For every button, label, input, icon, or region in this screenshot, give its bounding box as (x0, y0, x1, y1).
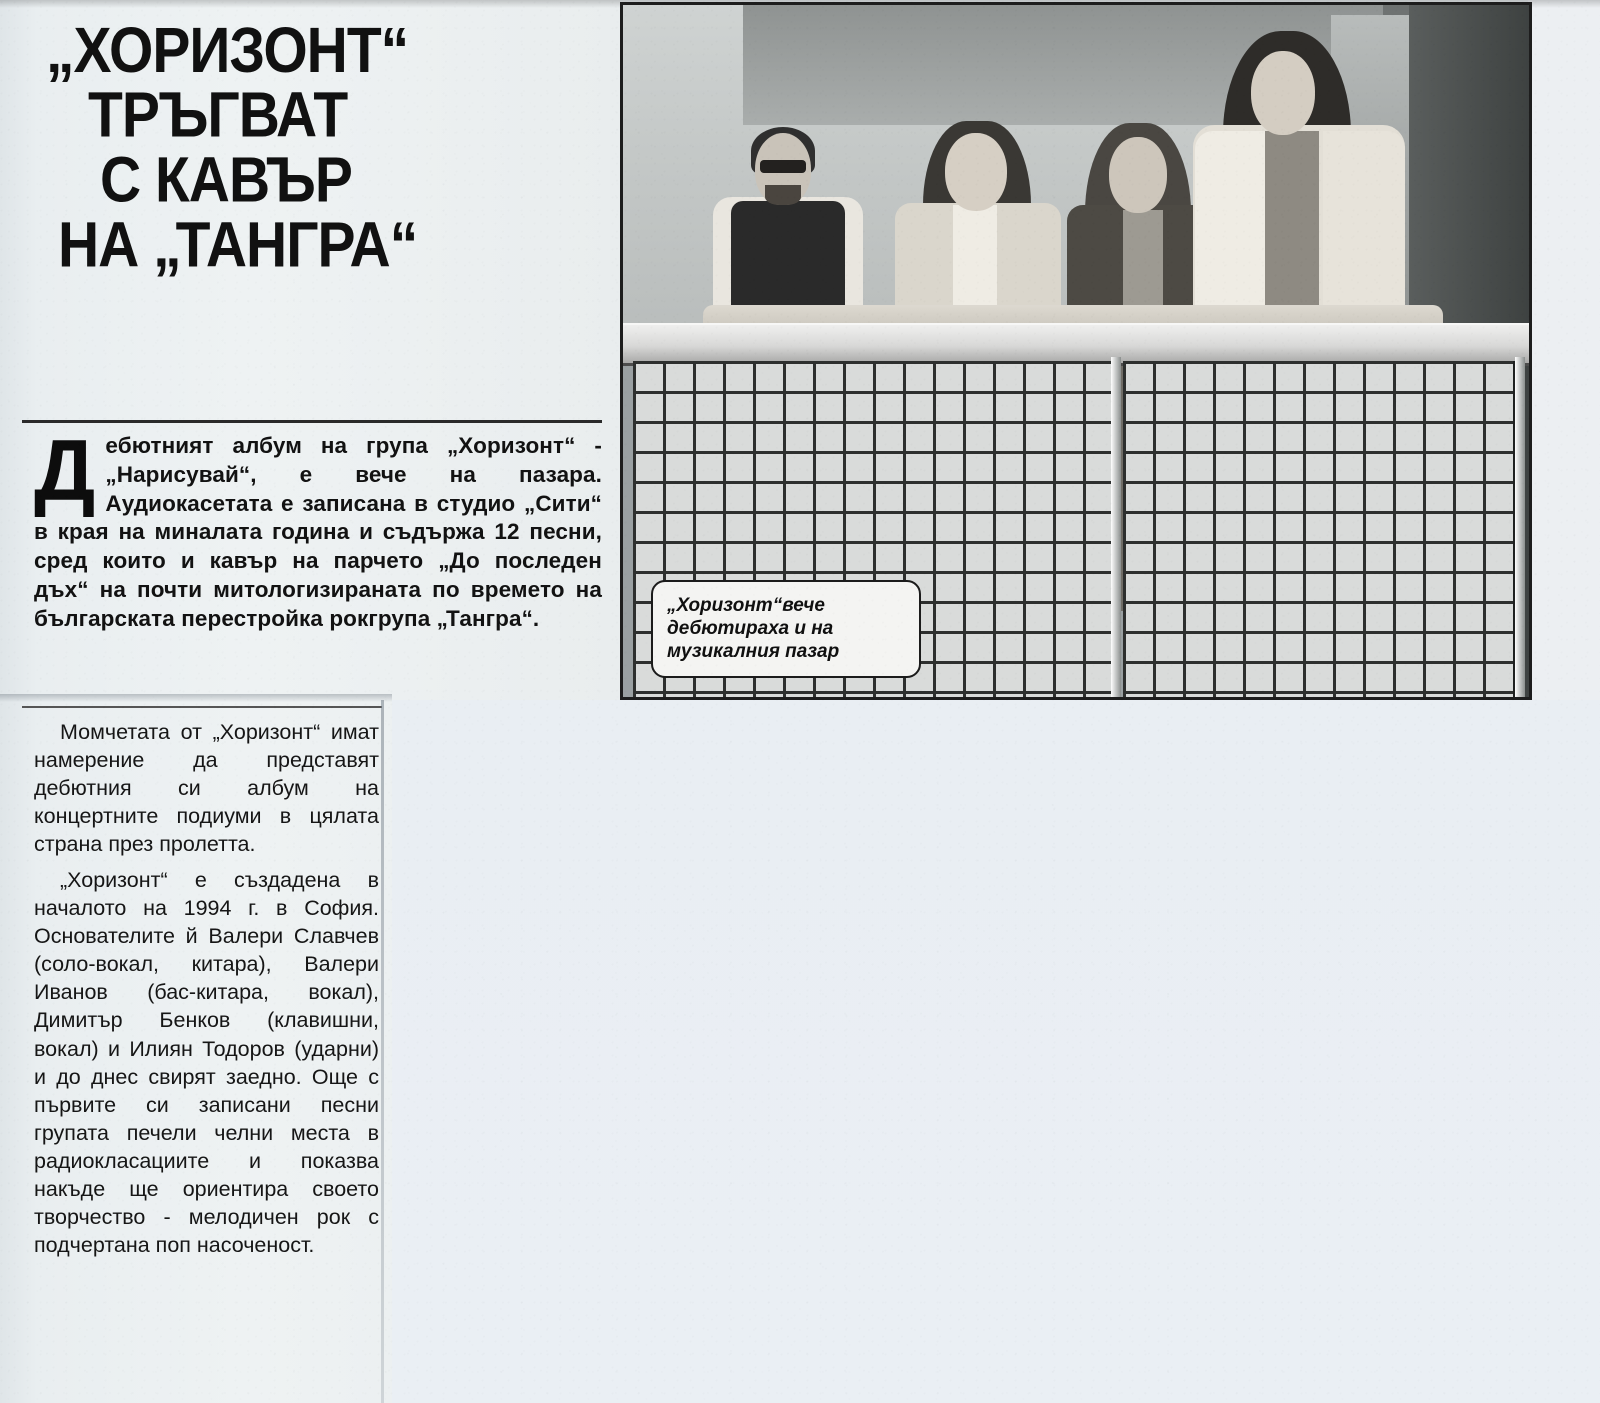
photo-mesh-post-1 (1111, 357, 1121, 697)
blank-margin-right (1528, 0, 1600, 700)
lead-paragraph (34, 423, 602, 634)
photo-caption: „Хоризонт“вече дебютираха и на музикалния пазар (651, 580, 921, 678)
lead-divider-rule (22, 706, 382, 708)
headline-line-3: С КАВЪР (100, 144, 352, 217)
photo-mesh-right (1123, 361, 1519, 697)
lead-text: ебютният албум на група „Хоризонт“ - „Нарисувай“, е вече на пазара. Аудиокасетата е записана в студио „Сити“ в края на миналата година и съдържа 12 песни, сред които и кавър на парчето „До последен дъх“ на почти митологизираната по времето на българската перестройка рокгрупа „Тангра“. (34, 433, 602, 631)
clipping-right-edge (381, 700, 384, 1403)
headline-divider-rule (22, 420, 602, 423)
member-1-sunglasses (760, 160, 806, 173)
headline-line-1: „ХОРИЗОНТ“ (46, 14, 409, 87)
body-paragraph: Момчетата от „Хоризонт“ имат намерение да представят дебютния си албум на концертните подиуми в цялата страна през пролетта. (34, 720, 379, 857)
member-4-head (1251, 51, 1315, 135)
body-paragraph: „Хоризонт“ е създадена в началото на 1994 г. в София. Основателите й Валери Славчев (соло-вокал, китара), Валери Иванов (бас-китара, вокал), Димитър Бенков (клавишни, вокал) и Илиян Тодоров (ударни) и до днес свирят заедно. Още с първите си записани песни групата печели челни места в радиокласациите и показва накъде ще ориентира своето творчество - мелодичен рок с подчертана поп насоченост. (34, 868, 379, 1257)
member-3-head (1109, 137, 1167, 213)
member-1-beard (765, 185, 801, 205)
headline-line-4: НА „ТАНГРА“ (58, 209, 418, 282)
clipping-cut-edge (0, 694, 392, 702)
member-2-head (945, 133, 1007, 211)
article-headline (28, 14, 606, 282)
photo-mesh-post-2 (1515, 357, 1525, 697)
drop-cap: Д (34, 423, 96, 519)
band-photo (620, 2, 1532, 700)
photo-content (623, 5, 1529, 697)
blank-page-area (392, 700, 1600, 1403)
photo-railing (623, 323, 1529, 366)
headline-line-2: ТРЪГВАТ (88, 79, 348, 152)
body-column (34, 718, 379, 1261)
